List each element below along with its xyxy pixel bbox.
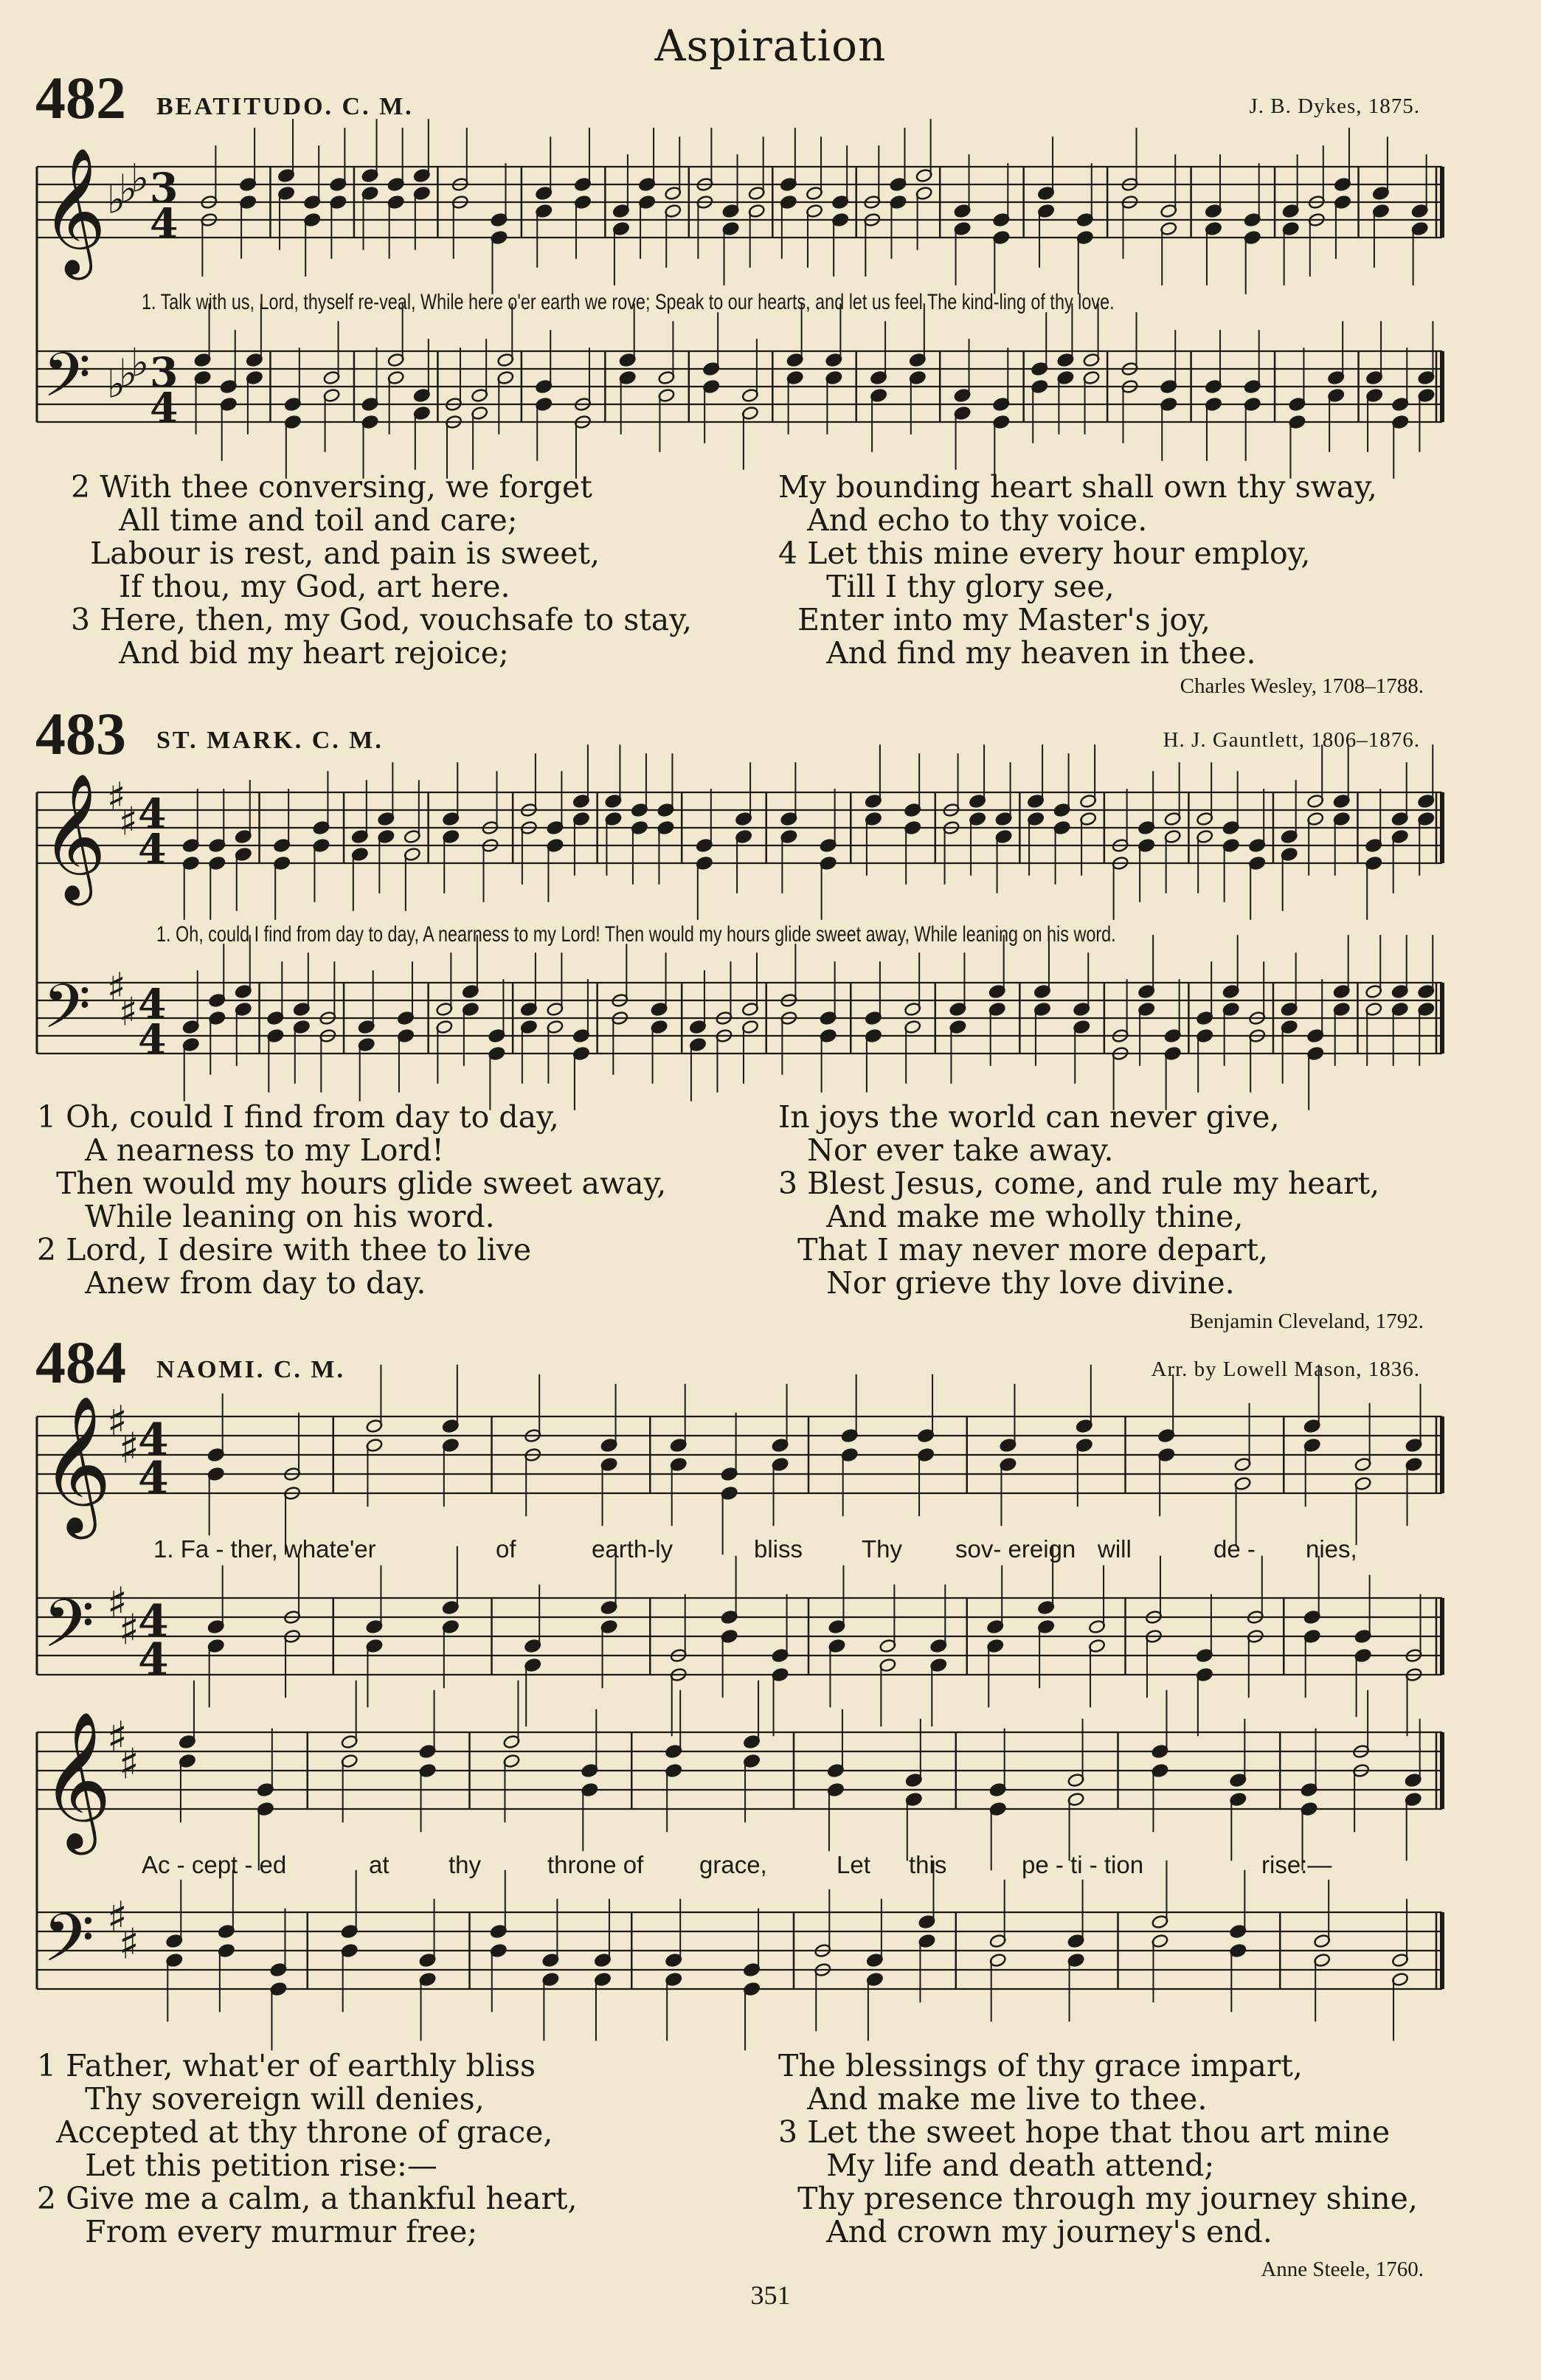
svg-text:♯: ♯ xyxy=(119,1605,139,1655)
svg-text:♭: ♭ xyxy=(119,167,137,212)
section-title: Aspiration xyxy=(654,21,887,71)
lyric-word: earth-ly xyxy=(592,1535,673,1563)
verses-left-483: 1 Oh, could I find from day to day, A nearness to my Lord! Then would my hours glide sweet away, While leaning on his word. 2 Lord, I desire with thee to live Anew from day to day. xyxy=(37,1099,667,1301)
svg-text:♯: ♯ xyxy=(119,1920,139,1969)
svg-text:♭: ♭ xyxy=(119,351,137,396)
hymn-number-483: 483 xyxy=(35,700,126,767)
author-483: Benjamin Cleveland, 1792. xyxy=(1189,1310,1424,1333)
author-484: Anne Steele, 1760. xyxy=(1261,2258,1424,2281)
lyric-line-482: 1. Talk with us, Lord, thyself re-veal, While here o'er earth we rove; Speak to our hearts, and let us feel The kind-ling of thy love. xyxy=(142,290,1115,314)
svg-text:𝄞: 𝄞 xyxy=(41,772,106,901)
tune-name-483: ST. MARK. C. M. xyxy=(156,727,384,754)
svg-text:𝄞: 𝄞 xyxy=(41,147,106,275)
composer-482: J. B. Dykes, 1875. xyxy=(1249,94,1420,118)
svg-text:𝄞: 𝄞 xyxy=(41,1394,112,1534)
lyric-word: thy xyxy=(449,1851,482,1878)
svg-text:♯: ♯ xyxy=(119,799,138,845)
svg-text:4: 4 xyxy=(150,384,179,432)
svg-text:𝄢: 𝄢 xyxy=(43,1899,95,1993)
svg-text:♯: ♯ xyxy=(119,1740,139,1789)
svg-text:♯: ♯ xyxy=(119,989,138,1035)
tune-name-484: NAOMI. C. M. xyxy=(156,1356,346,1383)
lyric-word: Ac - cept - ed xyxy=(142,1851,287,1878)
author-482: Charles Wesley, 1708–1788. xyxy=(1180,674,1424,698)
lyric-word: sov- ereign xyxy=(955,1535,1076,1563)
lyric-word: de - xyxy=(1213,1535,1256,1563)
svg-text:4: 4 xyxy=(138,1596,169,1647)
svg-text:♯: ♯ xyxy=(107,1893,128,1942)
svg-text:4: 4 xyxy=(138,1453,169,1504)
lyric-word: 1. Fa - ther, whate'er xyxy=(153,1535,376,1563)
verses-right-484: The blessings of thy grace impart, And make me live to thee. 3 Let the sweet hope that thou art mine My life and death attend; Thy presence through my journey shine, And crown my journey's end. xyxy=(778,2048,1418,2249)
svg-text:4: 4 xyxy=(138,790,167,838)
svg-text:𝄞: 𝄞 xyxy=(41,1710,112,1850)
svg-text:4: 4 xyxy=(138,1414,169,1466)
svg-text:4: 4 xyxy=(138,1634,169,1686)
page-number: 351 xyxy=(750,2280,791,2310)
svg-text:𝄢: 𝄢 xyxy=(43,1585,95,1679)
lyric-word: of xyxy=(496,1535,516,1563)
verses-right-483: In joys the world can never give, Nor ever take away. 3 Blest Jesus, come, and rule my heart, And make me wholly thine, That I may never more depart, Nor grieve thy love divine. xyxy=(778,1099,1380,1301)
svg-text:♯: ♯ xyxy=(107,1579,128,1627)
svg-text:♭: ♭ xyxy=(131,156,149,201)
svg-text:4: 4 xyxy=(138,1016,167,1064)
lyric-word: bliss xyxy=(754,1535,803,1563)
lyric-word: rise:— xyxy=(1261,1851,1332,1878)
verses-left-484: 1 Father, what'er of earthly bliss Thy sovereign will denies, Accepted at thy throne of grace, Let this petition rise:— 2 Give me a calm, a thankful heart, From every murmur free; xyxy=(37,2048,578,2249)
lyric-word: grace, xyxy=(699,1851,767,1878)
lyric-word: Thy xyxy=(862,1535,903,1563)
svg-text:♯: ♯ xyxy=(107,775,126,820)
lyric-line-483: 1. Oh, could I find from day to day, A nearness to my Lord! Then would my hours glide sweet away, While leaning on his word. xyxy=(156,922,1116,947)
lyric-word: at xyxy=(369,1851,389,1878)
hymn-number-482: 482 xyxy=(35,64,126,131)
lyric-word: pe - ti - tion xyxy=(1022,1851,1144,1878)
verses-left-482: 2 With thee conversing, we forget All time and toil and care; Labour is rest, and pain is sweet, If thou, my God, art here. 3 Here, then, my God, vouchsafe to stay, And bid my heart rejoice; xyxy=(71,469,692,671)
lyric-word: this xyxy=(909,1851,947,1878)
svg-text:♯: ♯ xyxy=(107,1713,128,1762)
composer-484: Arr. by Lowell Mason, 1836. xyxy=(1151,1357,1420,1381)
svg-text:3: 3 xyxy=(150,349,179,397)
svg-text:𝄢: 𝄢 xyxy=(43,969,91,1057)
tune-name-482: BEATITUDO. C. M. xyxy=(156,93,414,120)
lyric-word: Let xyxy=(837,1851,870,1878)
svg-text:♯: ♯ xyxy=(107,1397,128,1446)
lyric-word: will xyxy=(1098,1535,1132,1563)
verses-right-482: My bounding heart shall own thy sway, And echo to thy voice. 4 Let this mine every hour employ, Till I thy glory see, Enter into my Master's joy, And find my heaven in thee. xyxy=(778,469,1377,671)
svg-text:3: 3 xyxy=(150,165,179,212)
svg-text:♭: ♭ xyxy=(107,362,125,407)
svg-text:♯: ♯ xyxy=(119,1424,139,1473)
svg-text:♭: ♭ xyxy=(131,340,149,386)
composer-483: H. J. Gauntlett, 1806–1876. xyxy=(1163,728,1420,752)
lyric-word: nies, xyxy=(1306,1535,1357,1563)
hymn-number-484: 484 xyxy=(35,1329,126,1396)
svg-text:♭: ♭ xyxy=(107,177,125,223)
svg-text:4: 4 xyxy=(150,200,179,248)
svg-text:4: 4 xyxy=(138,826,167,874)
svg-text:4: 4 xyxy=(138,980,167,1028)
svg-text:♯: ♯ xyxy=(107,965,126,1010)
svg-text:𝄢: 𝄢 xyxy=(43,338,91,426)
lyric-word: throne of xyxy=(547,1851,644,1878)
